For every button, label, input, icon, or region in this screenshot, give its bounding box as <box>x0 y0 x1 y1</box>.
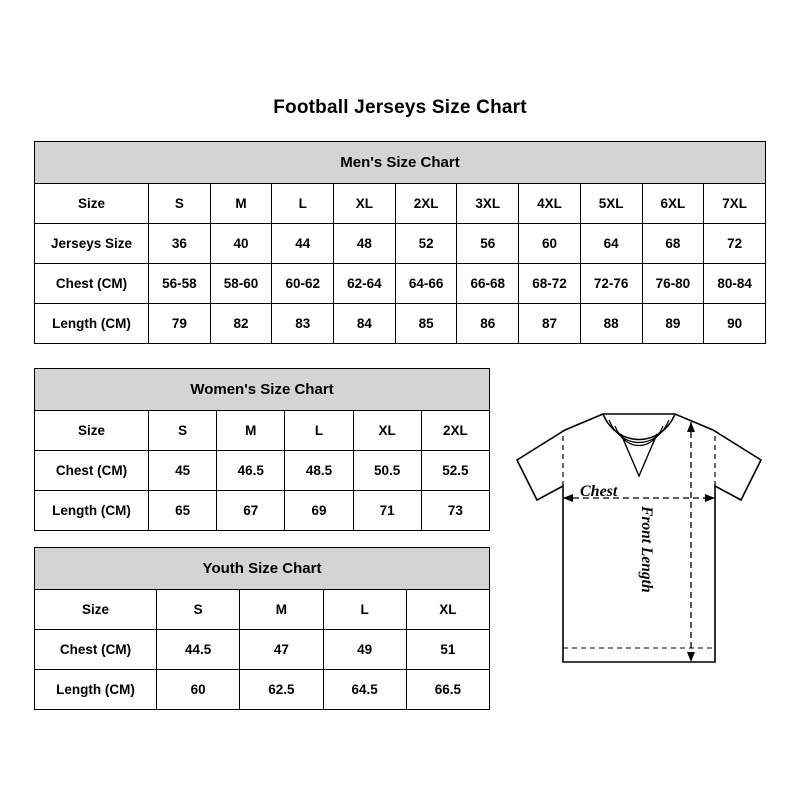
cell: 58-60 <box>210 264 272 304</box>
row-label: Length (CM) <box>35 491 149 531</box>
cell: 64 <box>580 224 642 264</box>
cell: 65 <box>149 491 217 531</box>
cell: M <box>217 411 285 451</box>
table-row <box>35 670 490 710</box>
row-label: Jerseys Size <box>35 224 149 264</box>
cell: 90 <box>704 304 766 344</box>
cell: 80-84 <box>704 264 766 304</box>
mens-size-table <box>34 141 766 344</box>
mens-table-heading: Men's Size Chart <box>35 142 766 184</box>
cell: 68 <box>642 224 704 264</box>
table-row <box>35 451 490 491</box>
row-label: Length (CM) <box>35 304 149 344</box>
cell: 89 <box>642 304 704 344</box>
row-label: Size <box>35 411 149 451</box>
cell: 2XL <box>421 411 489 451</box>
cell: 64.5 <box>323 670 406 710</box>
cell: 62.5 <box>240 670 323 710</box>
cell: 56-58 <box>149 264 211 304</box>
table-row <box>35 184 766 224</box>
cell: XL <box>353 411 421 451</box>
cell: 40 <box>210 224 272 264</box>
cell: 66-68 <box>457 264 519 304</box>
youth-size-table <box>34 547 490 710</box>
row-label: Size <box>35 590 157 630</box>
cell: 56 <box>457 224 519 264</box>
cell: 7XL <box>704 184 766 224</box>
cell: 76-80 <box>642 264 704 304</box>
table-section-header-row <box>35 548 490 590</box>
cell: 67 <box>217 491 285 531</box>
row-label: Chest (CM) <box>35 264 149 304</box>
cell: 72 <box>704 224 766 264</box>
cell: XL <box>334 184 396 224</box>
cell: L <box>323 590 406 630</box>
womens-size-table <box>34 368 490 531</box>
cell: S <box>149 184 211 224</box>
youth-table-heading: Youth Size Chart <box>35 548 490 590</box>
table-row <box>35 264 766 304</box>
cell: 85 <box>395 304 457 344</box>
cell: 48 <box>334 224 396 264</box>
womens-table-heading: Women's Size Chart <box>35 369 490 411</box>
cell: 84 <box>334 304 396 344</box>
table-row <box>35 630 490 670</box>
cell: M <box>210 184 272 224</box>
cell: 46.5 <box>217 451 285 491</box>
cell: 52.5 <box>421 451 489 491</box>
cell: 2XL <box>395 184 457 224</box>
table-row <box>35 590 490 630</box>
cell: 44.5 <box>157 630 240 670</box>
cell: 79 <box>149 304 211 344</box>
cell: 50.5 <box>353 451 421 491</box>
cell: 62-64 <box>334 264 396 304</box>
cell: L <box>285 411 353 451</box>
cell: S <box>149 411 217 451</box>
table-section-header-row <box>35 369 490 411</box>
cell: 88 <box>580 304 642 344</box>
table-row <box>35 411 490 451</box>
row-label: Size <box>35 184 149 224</box>
cell: 83 <box>272 304 334 344</box>
cell: 86 <box>457 304 519 344</box>
cell: S <box>157 590 240 630</box>
cell: 47 <box>240 630 323 670</box>
cell: 48.5 <box>285 451 353 491</box>
cell: 45 <box>149 451 217 491</box>
cell: 64-66 <box>395 264 457 304</box>
cell: L <box>272 184 334 224</box>
cell: 68-72 <box>519 264 581 304</box>
cell: 5XL <box>580 184 642 224</box>
table-section-header-row <box>35 142 766 184</box>
cell: 52 <box>395 224 457 264</box>
cell: 87 <box>519 304 581 344</box>
row-label: Chest (CM) <box>35 630 157 670</box>
cell: 72-76 <box>580 264 642 304</box>
cell: M <box>240 590 323 630</box>
chest-measure-label: Chest <box>580 483 618 500</box>
cell: XL <box>406 590 489 630</box>
cell: 60 <box>157 670 240 710</box>
cell: 51 <box>406 630 489 670</box>
cell: 69 <box>285 491 353 531</box>
cell: 66.5 <box>406 670 489 710</box>
cell: 71 <box>353 491 421 531</box>
cell: 6XL <box>642 184 704 224</box>
cell: 44 <box>272 224 334 264</box>
front-length-measure-label: Front Length <box>638 506 655 593</box>
page-title: Football Jerseys Size Chart <box>273 97 527 118</box>
table-row <box>35 224 766 264</box>
cell: 3XL <box>457 184 519 224</box>
cell: 60-62 <box>272 264 334 304</box>
cell: 60 <box>519 224 581 264</box>
row-label: Chest (CM) <box>35 451 149 491</box>
cell: 36 <box>149 224 211 264</box>
table-row <box>35 304 766 344</box>
cell: 4XL <box>519 184 581 224</box>
cell: 49 <box>323 630 406 670</box>
cell: 82 <box>210 304 272 344</box>
row-label: Length (CM) <box>35 670 157 710</box>
table-row <box>35 491 490 531</box>
cell: 73 <box>421 491 489 531</box>
